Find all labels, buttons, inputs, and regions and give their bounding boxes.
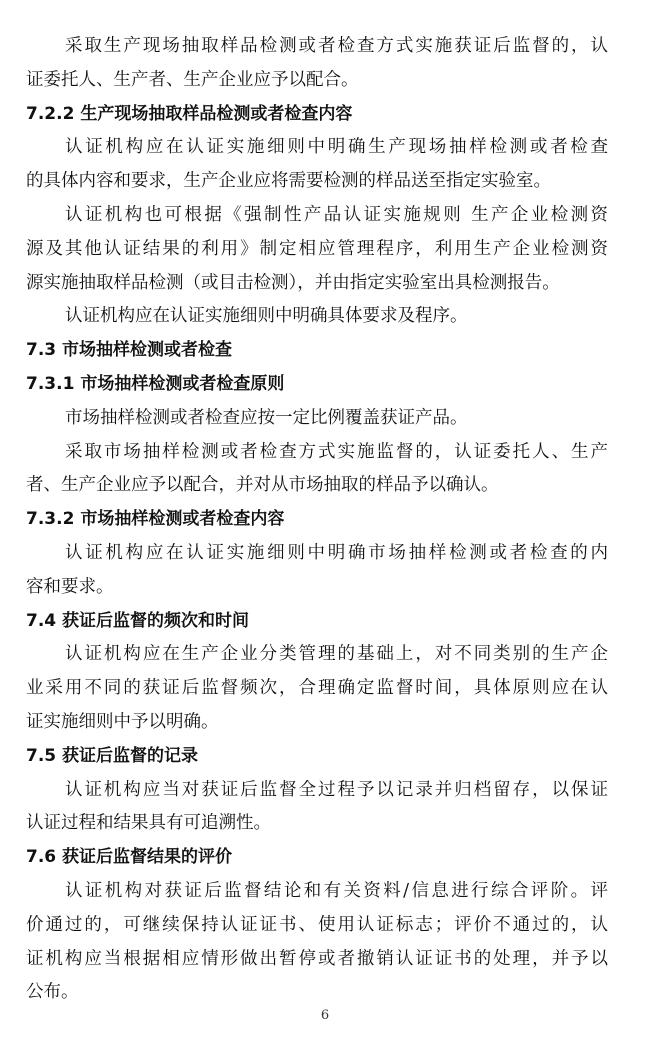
paragraph-line: 认证机构对获证后监督结论和有关资料/信息进行综合评阶。评 bbox=[65, 880, 608, 901]
paragraph-line: 证委托人、生产者、生产企业应予以配合。 bbox=[26, 69, 359, 90]
paragraph-line: 的具体内容和要求，生产企业应将需要检测的样品送至指定实验室。 bbox=[26, 171, 551, 192]
paragraph-line: 价通过的，可继续保持认证证书、使用认证标志；评价不通过的，认 bbox=[26, 914, 608, 935]
body-paragraph bbox=[26, 402, 608, 436]
paragraph-line: 者、生产企业应予以配合，并对从市场抽取的样品予以确认。 bbox=[26, 475, 499, 496]
section-heading bbox=[26, 605, 608, 639]
paragraph-line: 业采用不同的获证后监督频次，合理确定监督时间，具体原则应在认 bbox=[26, 678, 608, 699]
paragraph-line: 源及其他认证结果的利用》制定相应管理程序，利用生产企业检测资 bbox=[26, 238, 608, 259]
paragraph-line: 认证机构应在生产企业分类管理的基础上，对不同类别的生产企 bbox=[65, 644, 608, 665]
body-paragraph bbox=[26, 774, 608, 842]
paragraph-line: 源实施抽取样品检测（或目击检测），并由指定实验室出具检测报告。 bbox=[26, 272, 560, 293]
section-heading bbox=[26, 368, 608, 402]
paragraph-line: 认证机构应在认证实施细则中明确具体要求及程序。 bbox=[65, 306, 468, 327]
paragraph-line: 公布。 bbox=[26, 982, 79, 1003]
paragraph-line: 采取生产现场抽取样品检测或者检查方式实施获证后监督的，认 bbox=[65, 36, 608, 56]
paragraph-line: 证机构应当根据相应情形做出暂停或者撤销认证证书的处理，并予以 bbox=[26, 948, 608, 969]
paragraph-line: 采取市场抽样检测或者检查方式实施监督的，认证委托人、生产 bbox=[65, 441, 608, 462]
body-paragraph bbox=[26, 638, 608, 739]
paragraph-line: 认证过程和结果具有可追溯性。 bbox=[26, 813, 271, 834]
body-paragraph bbox=[26, 131, 608, 199]
body-paragraph bbox=[26, 30, 608, 98]
paragraph-line: 认证机构应当对获证后监督全过程予以记录并归档留存，以保证 bbox=[65, 779, 608, 800]
body-paragraph bbox=[26, 300, 608, 334]
heading-line: 7.2.2 生产现场抽取样品检测或者检查内容 bbox=[26, 103, 353, 124]
page-number: 6 bbox=[320, 1008, 330, 1023]
body-paragraph bbox=[26, 875, 608, 1010]
heading-line: 7.3.1 市场抽样检测或者检查原则 bbox=[26, 373, 285, 394]
paragraph-line: 认证机构也可根据《强制性产品认证实施规则 生产企业检测资 bbox=[65, 204, 608, 225]
section-heading bbox=[26, 841, 608, 875]
paragraph-line: 认证机构应在认证实施细则中明确生产现场抽样检测或者检查 bbox=[65, 137, 608, 158]
body-paragraph bbox=[26, 199, 608, 300]
body-paragraph bbox=[26, 537, 608, 605]
document-body bbox=[26, 30, 608, 1010]
section-heading bbox=[26, 334, 608, 368]
section-heading bbox=[26, 503, 608, 537]
heading-line: 7.3 市场抽样检测或者检查 bbox=[26, 340, 233, 361]
section-heading bbox=[26, 98, 608, 132]
heading-line: 7.3.2 市场抽样检测或者检查内容 bbox=[26, 509, 285, 530]
heading-line: 7.5 获证后监督的记录 bbox=[26, 745, 199, 766]
heading-line: 7.4 获证后监督的频次和时间 bbox=[26, 610, 250, 631]
body-paragraph bbox=[26, 436, 608, 504]
paragraph-line: 认证机构应在认证实施细则中明确市场抽样检测或者检查的内 bbox=[65, 542, 608, 563]
paragraph-line: 证实施细则中予以明确。 bbox=[26, 711, 219, 732]
section-heading bbox=[26, 740, 608, 774]
paragraph-line: 容和要求。 bbox=[26, 576, 114, 597]
heading-line: 7.6 获证后监督结果的评价 bbox=[26, 847, 233, 868]
paragraph-line: 市场抽样检测或者检查应按一定比例覆盖获证产品。 bbox=[65, 407, 468, 428]
